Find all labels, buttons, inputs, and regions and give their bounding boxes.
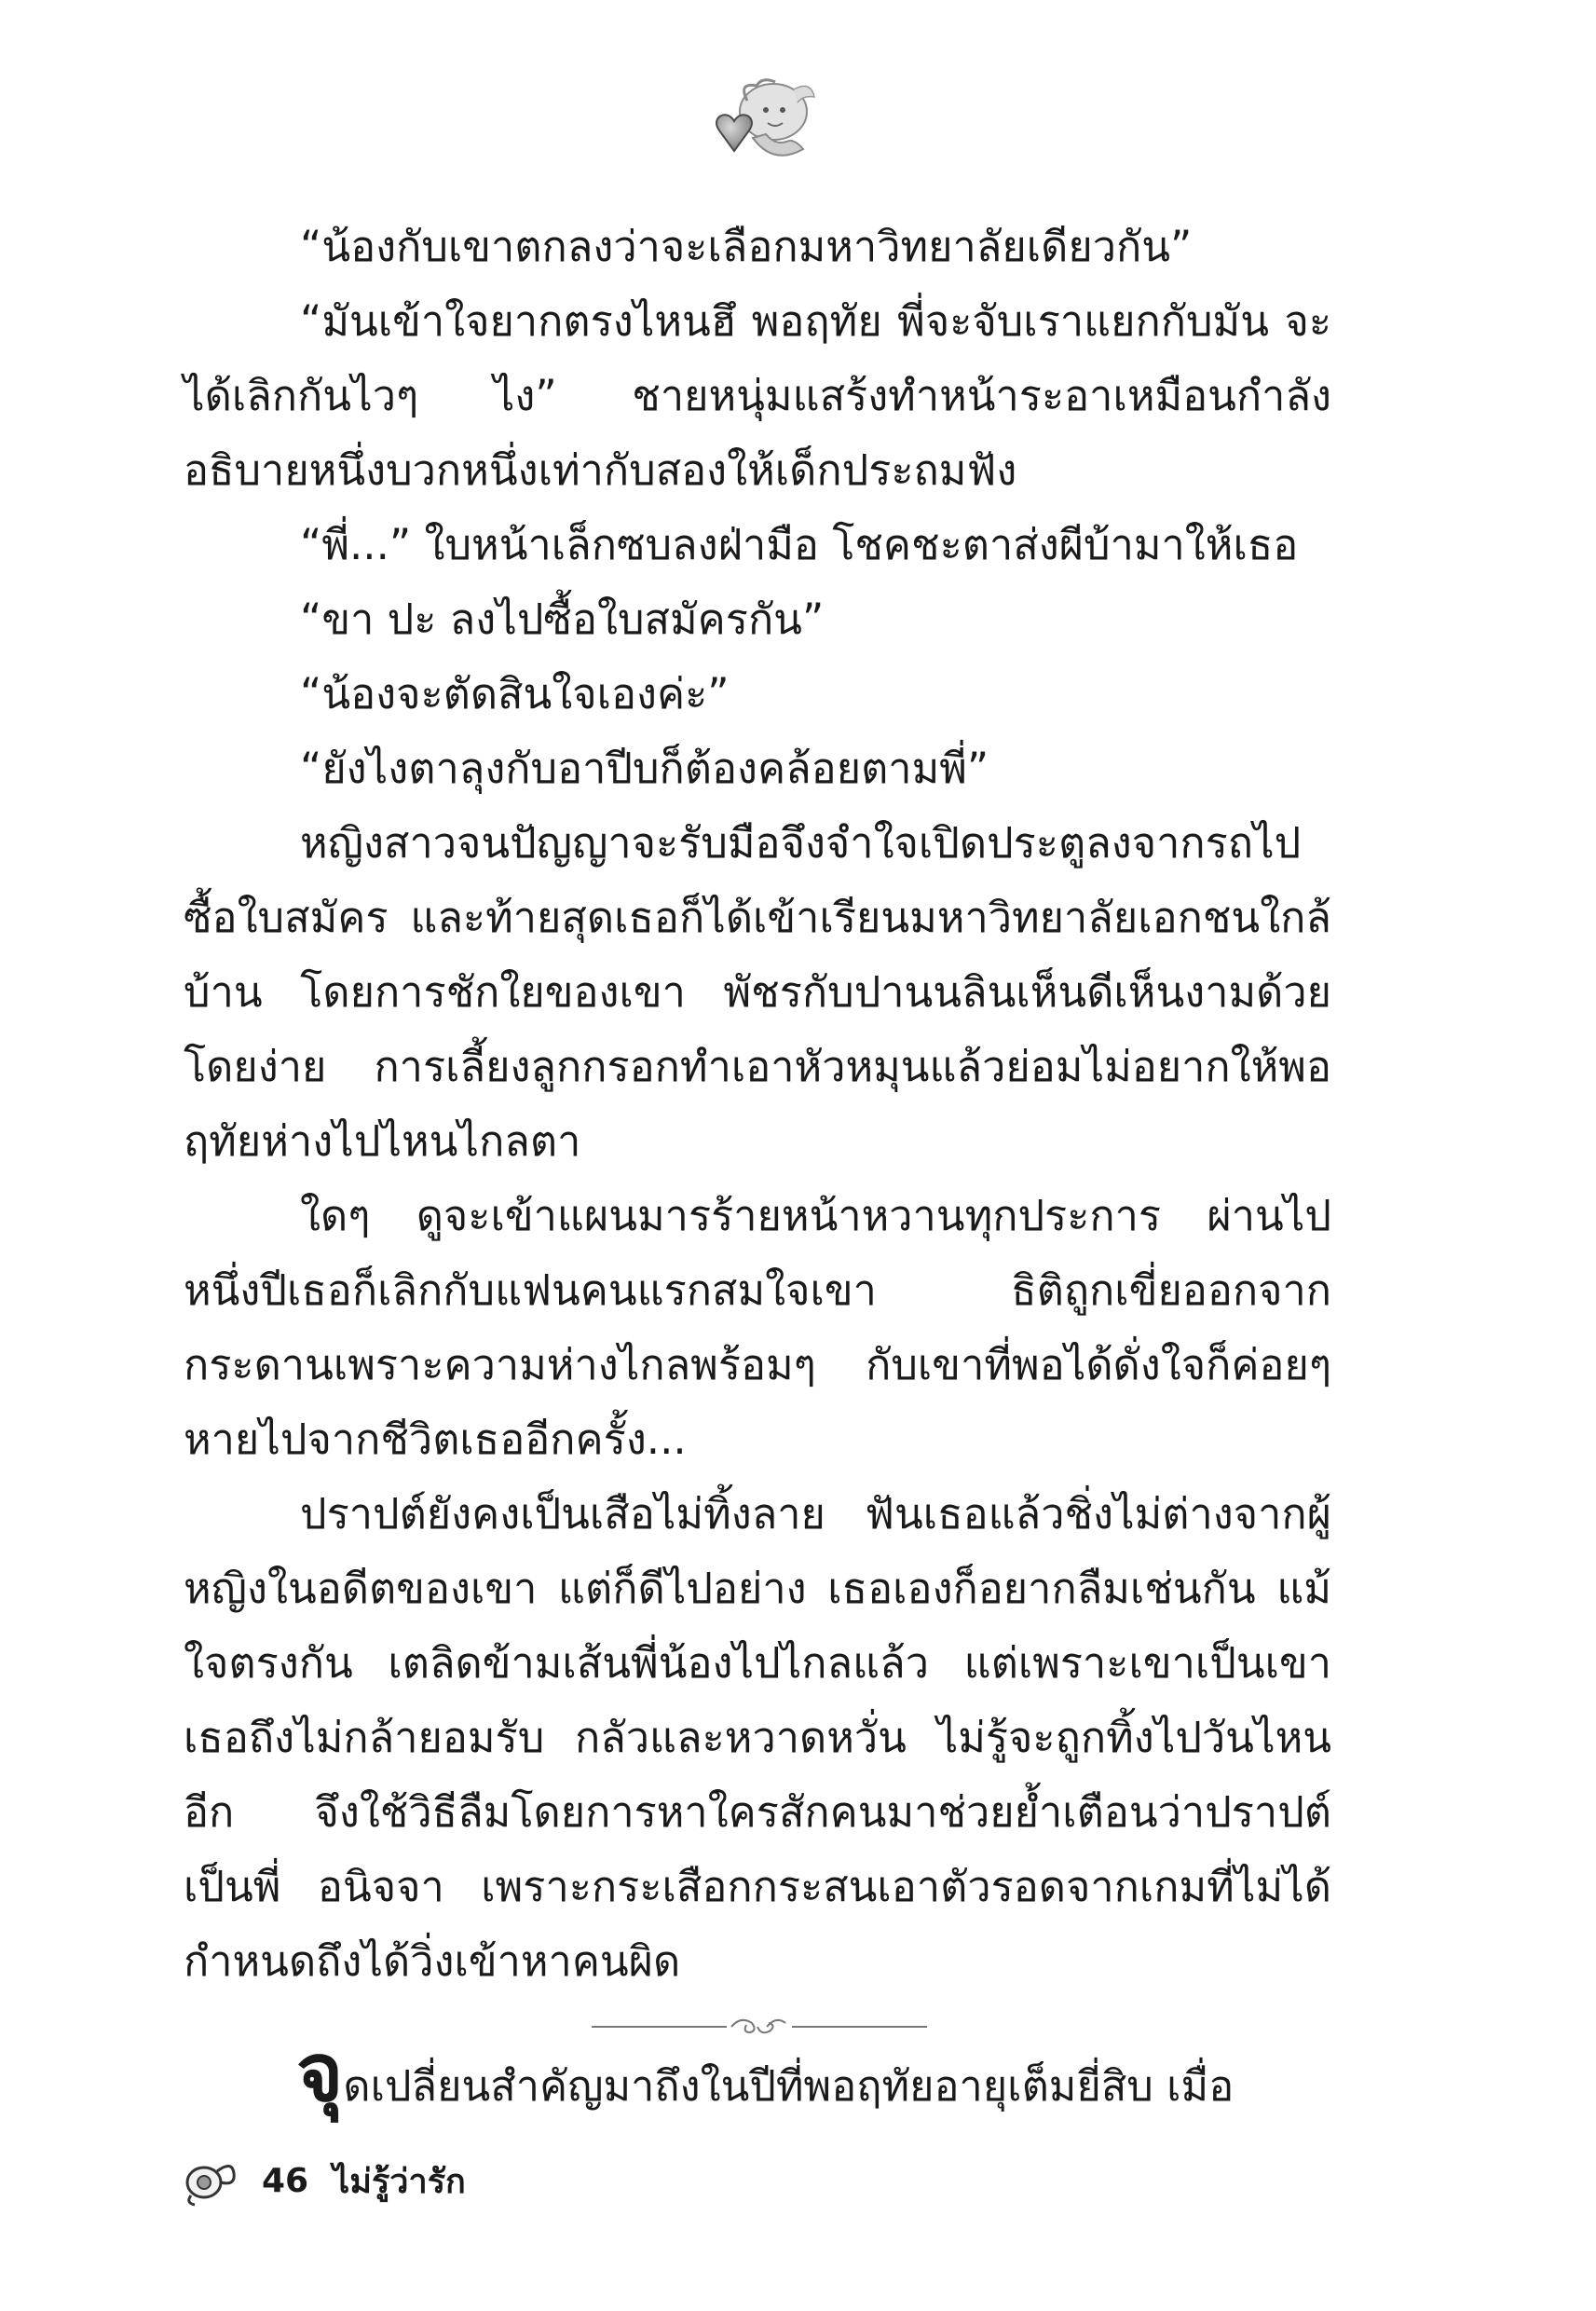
paragraph: “พี่...” ใบหน้าเล็กซบลงฝ่ามือ โชคชะตาส่งผีบ้ามาให้เธอ (300, 520, 1299, 569)
paragraph: “น้องกับเขาตกลงว่าจะเลือกมหาวิทยาลัยเดียวกัน” (300, 222, 1193, 271)
body-text (184, 210, 1331, 1999)
paragraph: “ขา ปะ ลงไปซื้อใบสมัครกัน” (300, 595, 825, 644)
paragraph: ใดๆ ดูจะเข้าแผนมารร้ายหน้าหวานทุกประการ ผ่านไปหนึ่งปีเธอก็เลิกกับแฟนคนแรกสมใจเขา ธิติถูกเขี่ยออกจากกระดานเพราะความห่างไกลพร้อมๆ กับเขาที่พอได้ดั่งใจก็ค่อยๆ หายไปจากชีวิตเธออีกครั้ง... (184, 1191, 1331, 1464)
final-paragraph (296, 2027, 1331, 2124)
paragraph: “น้องจะตัดสินใจเองค่ะ” (300, 669, 730, 718)
book-title: ไม่รู้ว่ารัก (333, 2162, 466, 2201)
paragraph: “ยังไงตาลุงกับอาปีบก็ต้องคล้อยตามพี่” (300, 744, 989, 793)
final-paragraph-text: ดเปลี่ยนสำคัญมาถึงในปีที่พอฤทัยอายุเต็มยี่สิบ เมื่อ (343, 2061, 1235, 2111)
page-footer (182, 2153, 466, 2208)
drop-cap: จุ (296, 2027, 344, 2120)
pacifier-icon (182, 2154, 238, 2207)
cherub-heart-icon (701, 73, 822, 175)
page-number: 46 (262, 2161, 309, 2200)
paragraph: ปราปต์ยังคงเป็นเสือไม่ทิ้งลาย ฟันเธอแล้วชิ่งไม่ต่างจากผู้หญิงในอดีตของเขา แต่ก็ดีไปอย่าง เธอเองก็อยากลืมเช่นกัน แม้ใจตรงกัน เตลิดข้ามเส้นพี่น้องไปไกลแล้ว แต่เพราะเขาเป็นเขา เธอถึงไม่กล้ายอมรับ กลัวและหวาดหวั่น ไม่รู้จะถูกทิ้งไปวันไหนอีก จึงใช้วิธีลืมโดยการหาใครสักคนมาช่วยย้ำเตือนว่าปราปต์เป็นพี่ อนิจจา เพราะกระเสือกกระสนเอาตัวรอดจากเกมที่ไม่ได้กำหนดถึงได้วิ่งเข้าหาคนผิด (184, 1489, 1331, 1986)
paragraph: “มันเข้าใจยากตรงไหนฮึ พอฤทัย พี่จะจับเราแยกกับมัน จะได้เลิกกันไวๆ ไง” ชายหนุ่มแสร้งทำหน้าระอาเหมือนกำลังอธิบายหนึ่งบวกหนึ่งเท่ากับสองให้เด็กประถมฟัง (184, 296, 1331, 495)
paragraph: หญิงสาวจนปัญญาจะรับมือจึงจำใจเปิดประตูลงจากรถไปซื้อใบสมัคร และท้ายสุดเธอก็ได้เข้าเรียนมหาวิทยาลัยเอกชนใกล้บ้าน โดยการชักใยของเขา พัชรกับปานนลินเห็นดีเห็นงามด้วยโดยง่าย การเลี้ยงลูกกรอกทำเอาหัวหมุนแล้วย่อมไม่อยากให้พอฤทัยห่างไปไหนไกลตา (184, 818, 1331, 1166)
